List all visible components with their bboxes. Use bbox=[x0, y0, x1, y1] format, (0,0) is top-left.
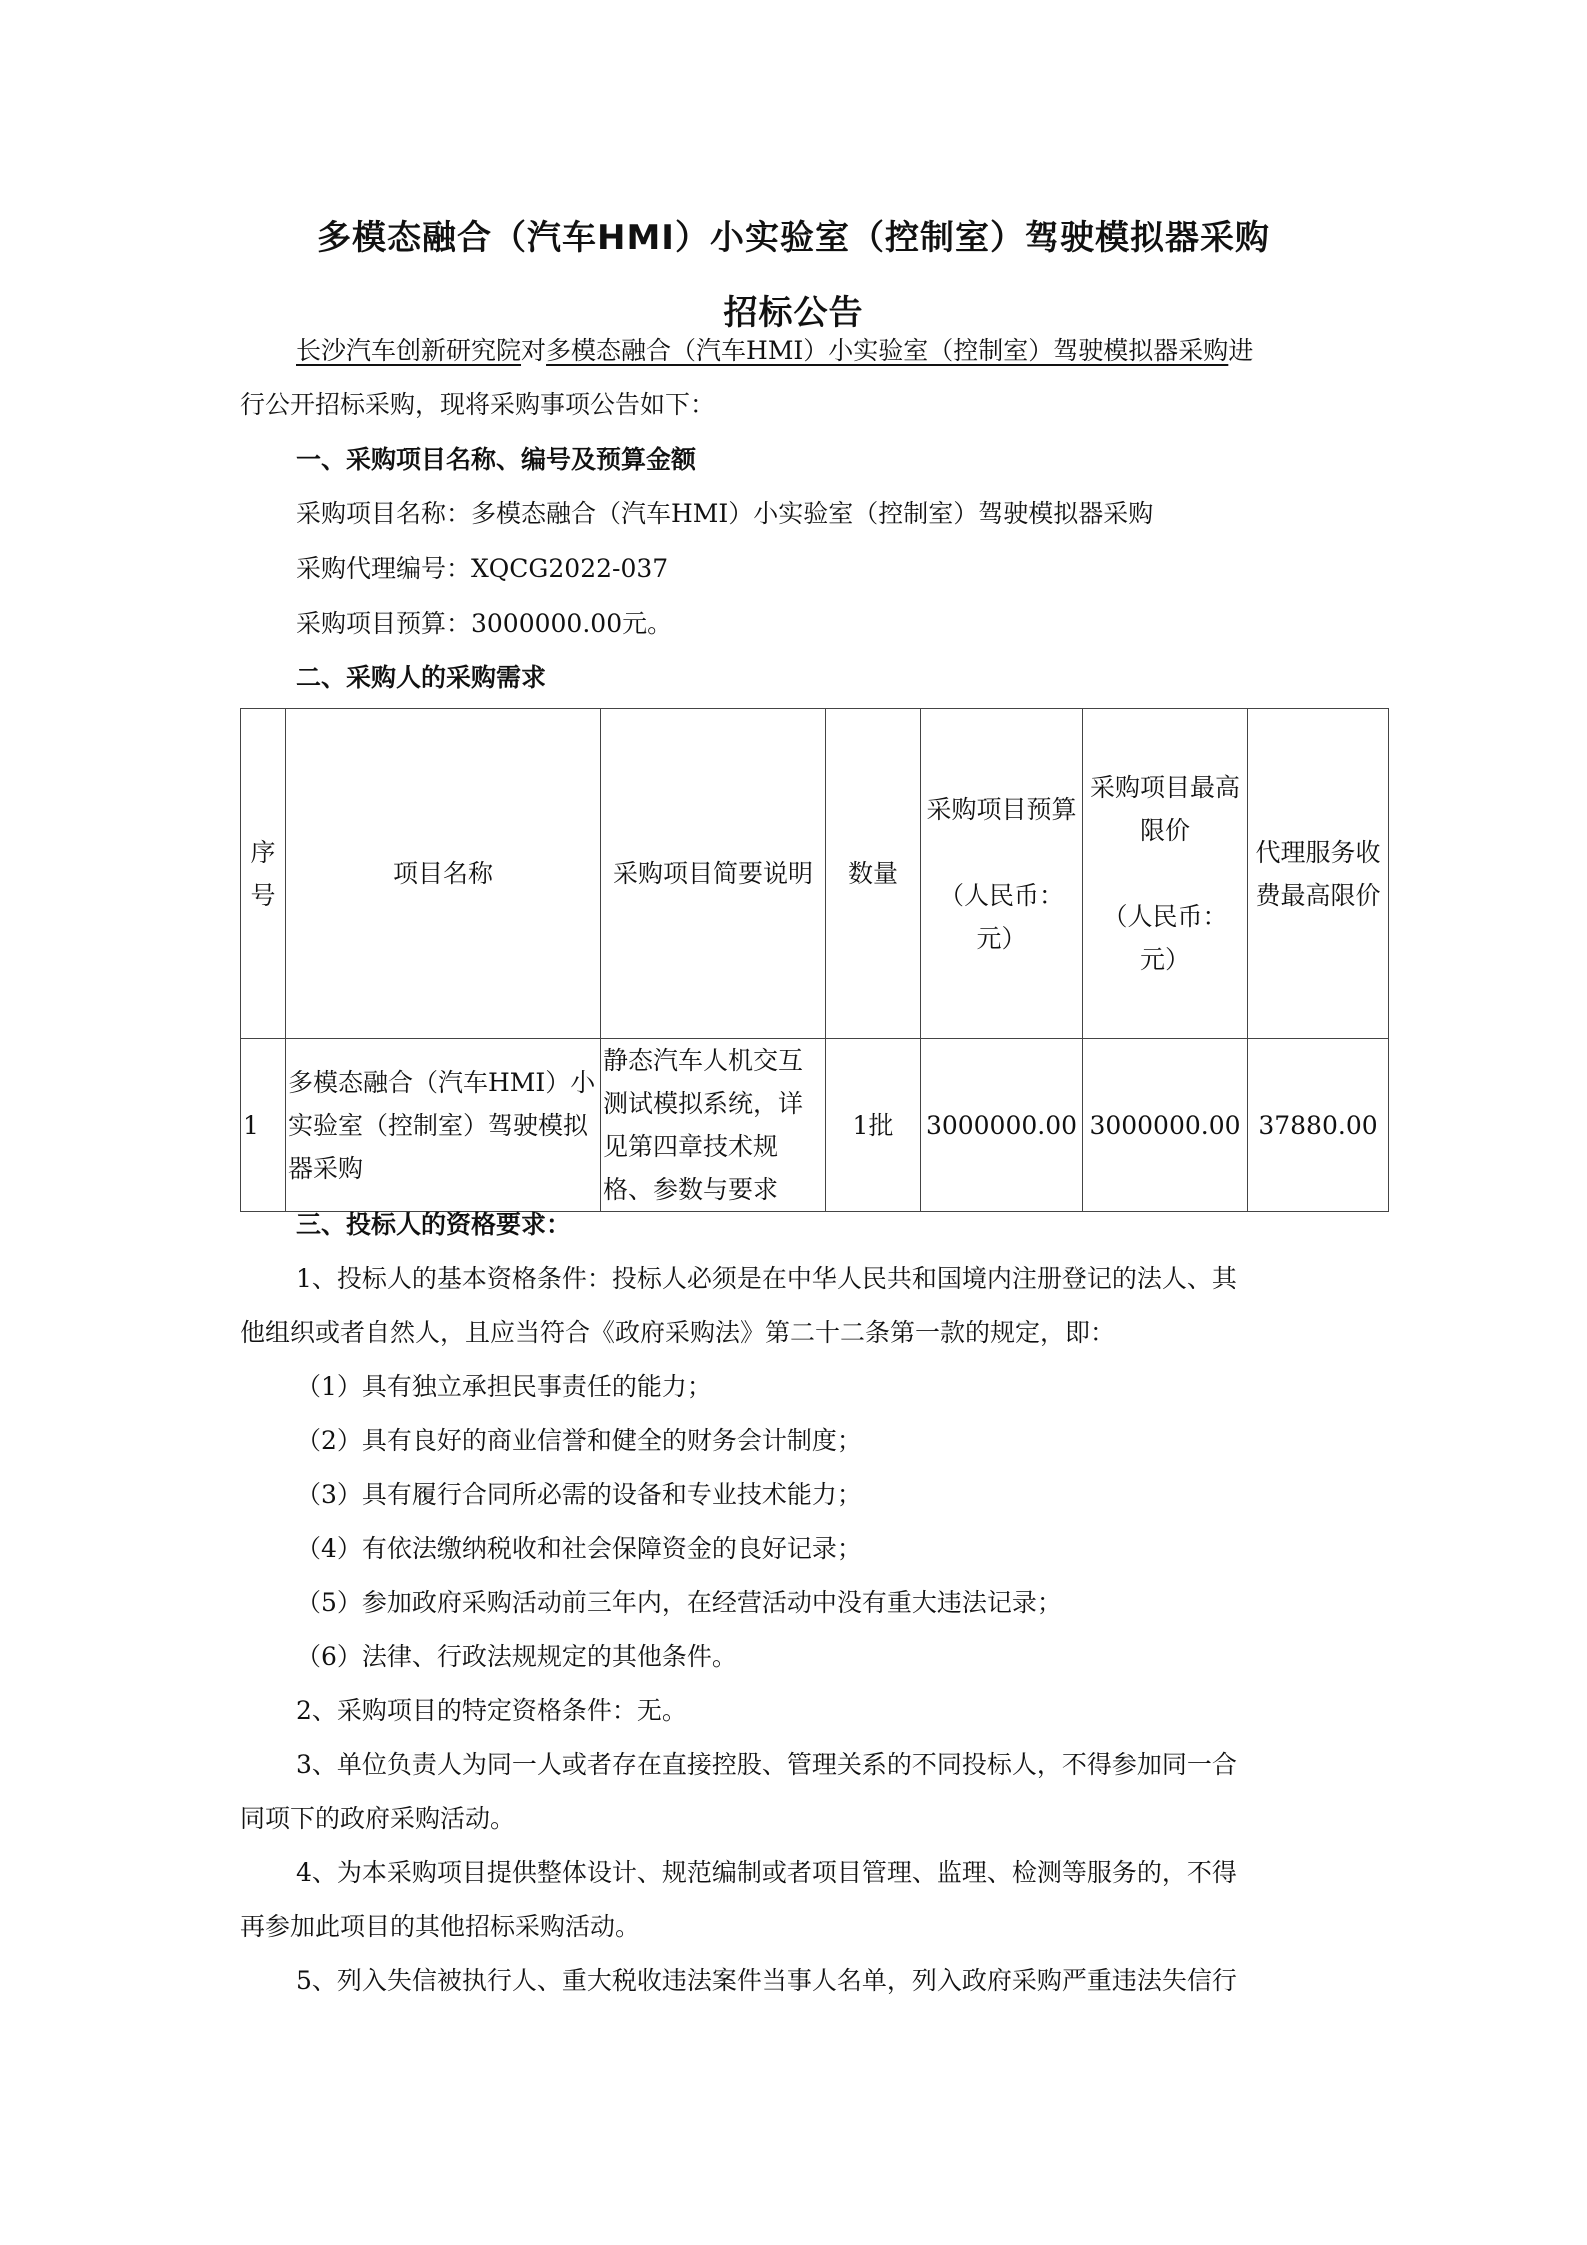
intro-project: 多模态融合（汽车HMI）小实验室（控制室）驾驶模拟器采购 bbox=[546, 336, 1229, 365]
cell-seq: 1 bbox=[241, 1039, 286, 1212]
intro-line-1 bbox=[296, 334, 1411, 368]
list-item: （1）具有独立承担民事责任的能力； bbox=[296, 1372, 712, 1401]
list-item: （6）法律、行政法规规定的其他条件。 bbox=[296, 1642, 737, 1671]
section1-heading: 一、采购项目名称、编号及预算金额 bbox=[296, 445, 697, 474]
title-line-1: 多模态融合（汽车HMI）小实验室（控制室）驾驶模拟器采购 bbox=[317, 218, 1270, 258]
table-header-row bbox=[241, 709, 1389, 1039]
header-budget-title: 采购项目预算 bbox=[926, 794, 1077, 824]
list-item: （3）具有履行合同所必需的设备和专业技术能力； bbox=[296, 1480, 862, 1509]
header-qty: 数量 bbox=[826, 709, 921, 1039]
intro-tail: 进 bbox=[1228, 336, 1254, 365]
para3-line-1: 3、单位负责人为同一人或者存在直接控股、管理关系的不同投标人，不得参加同一合 bbox=[296, 1750, 1237, 1779]
section2-heading: 二、采购人的采购需求 bbox=[296, 663, 547, 692]
cell-name: 多模态融合（汽车HMI）小实验室（控制室）驾驶模拟器采购 bbox=[286, 1039, 601, 1212]
cell-fee: 37880.00 bbox=[1248, 1039, 1389, 1212]
list-item: （4）有依法缴纳税收和社会保障资金的良好记录； bbox=[296, 1534, 862, 1563]
cell-budget: 3000000.00 bbox=[921, 1039, 1083, 1212]
header-max-unit: （人民币：元） bbox=[1102, 902, 1228, 974]
header-max-title: 采购项目最高限价 bbox=[1089, 773, 1240, 845]
cell-desc: 静态汽车人机交互测试模拟系统，详见第四章技术规格、参数与要求 bbox=[601, 1039, 826, 1212]
list-item: （5）参加政府采购活动前三年内，在经营活动中没有重大违法记录； bbox=[296, 1588, 1062, 1617]
header-desc: 采购项目简要说明 bbox=[601, 709, 826, 1039]
procurement-table bbox=[240, 708, 1389, 1212]
table-row bbox=[241, 1039, 1389, 1212]
cell-max: 3000000.00 bbox=[1083, 1039, 1248, 1212]
header-budget-unit: （人民币：元） bbox=[938, 880, 1064, 953]
section3-heading: 三、投标人的资格要求： bbox=[296, 1210, 572, 1239]
para4-line-1: 4、为本采购项目提供整体设计、规范编制或者项目管理、监理、检测等服务的，不得 bbox=[296, 1858, 1237, 1887]
header-fee: 代理服务收费最高限价 bbox=[1248, 709, 1389, 1039]
intro-mid: 对 bbox=[521, 336, 547, 365]
para3-line-2: 同项下的政府采购活动。 bbox=[240, 1804, 516, 1833]
cell-qty: 1批 bbox=[826, 1039, 921, 1212]
header-max bbox=[1083, 709, 1248, 1039]
header-budget bbox=[921, 709, 1083, 1039]
para1-line-1: 1、投标人的基本资格条件：投标人必须是在中华人民共和国境内注册登记的法人、其 bbox=[296, 1264, 1237, 1293]
para5-line-1: 5、列入失信被执行人、重大税收违法案件当事人名单，列入政府采购严重违法失信行 bbox=[296, 1966, 1237, 1995]
intro-line-2: 行公开招标采购，现将采购事项公告如下： bbox=[240, 390, 716, 419]
title-line-2: 招标公告 bbox=[723, 293, 864, 333]
header-name: 项目名称 bbox=[286, 709, 601, 1039]
header-seq: 序号 bbox=[241, 709, 286, 1039]
para1-line-2: 他组织或者自然人，且应当符合《政府采购法》第二十二条第一款的规定，即： bbox=[240, 1318, 1116, 1347]
project-code-line: 采购代理编号：XQCG2022-037 bbox=[296, 554, 669, 583]
para4-line-2: 再参加此项目的其他招标采购活动。 bbox=[240, 1912, 641, 1941]
list-item: （2）具有良好的商业信誉和健全的财务会计制度； bbox=[296, 1426, 862, 1455]
intro-org: 长沙汽车创新研究院 bbox=[296, 336, 522, 365]
project-name-line: 采购项目名称：多模态融合（汽车HMI）小实验室（控制室）驾驶模拟器采购 bbox=[296, 499, 1154, 528]
project-budget-line: 采购项目预算：3000000.00元。 bbox=[296, 609, 673, 638]
para2: 2、采购项目的特定资格条件：无。 bbox=[296, 1696, 687, 1725]
